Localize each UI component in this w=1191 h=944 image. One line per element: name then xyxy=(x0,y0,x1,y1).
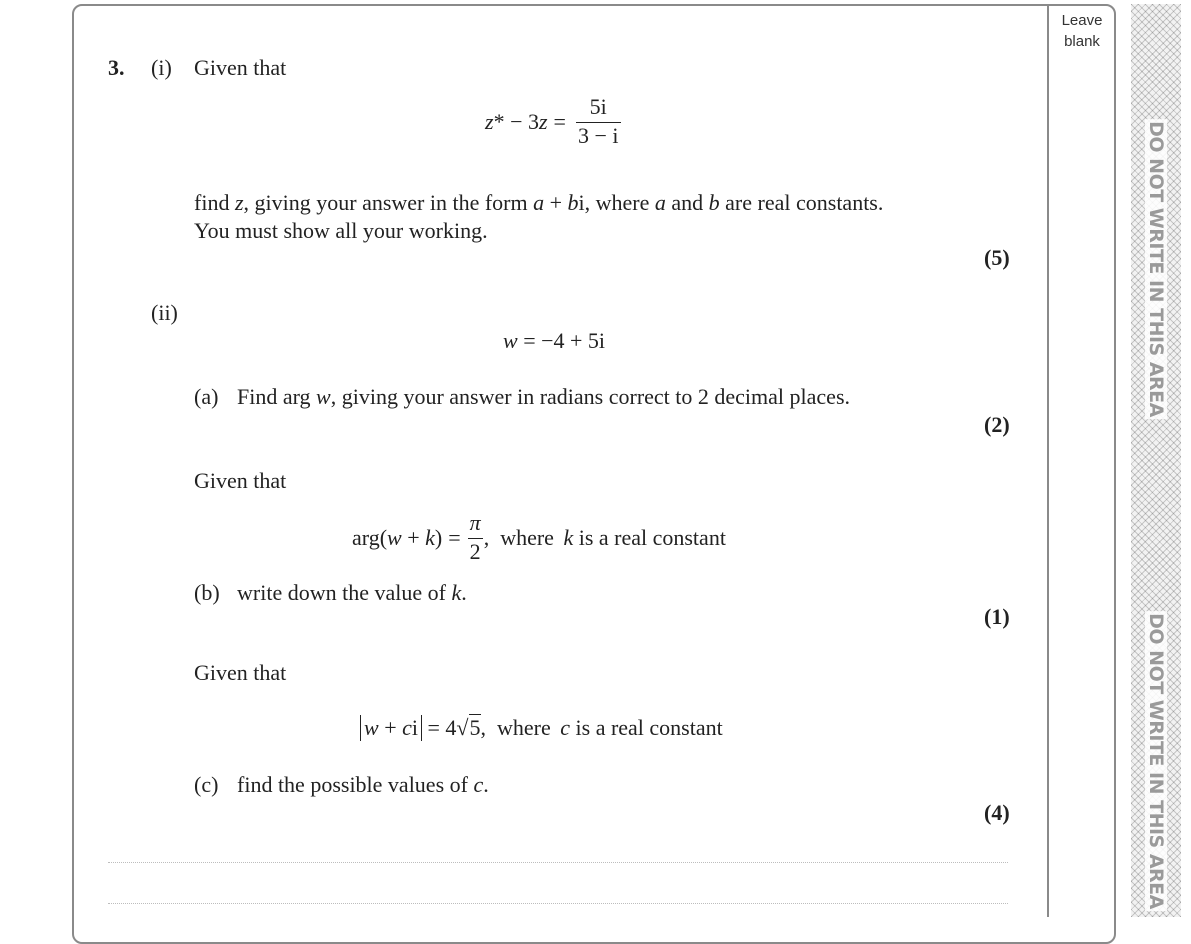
eq-z-equals: = xyxy=(553,108,566,134)
part-i-instruction xyxy=(194,190,883,216)
given-that-2: Given that xyxy=(194,660,287,685)
txt: , giving your answer in radians correct to 2 decimal places. xyxy=(330,384,851,409)
eq-z-op: * − 3 xyxy=(493,108,539,134)
eq-z-var: z xyxy=(485,108,494,134)
eq-arg-w: w xyxy=(387,524,402,550)
txt-var-a: a xyxy=(654,190,666,215)
txt: . xyxy=(461,580,467,605)
eq-mod-tail-b: is a real constant xyxy=(570,714,723,740)
part-a-text xyxy=(237,384,850,410)
txt: find xyxy=(194,190,235,215)
txt: are real constants. xyxy=(719,190,884,215)
eq-arg-end: ) xyxy=(434,524,443,550)
leave-blank-line-2: blank xyxy=(1064,33,1100,50)
part-i-label: (i) xyxy=(151,55,172,80)
part-ii-label: (ii) xyxy=(151,300,178,325)
txt: + xyxy=(544,190,568,215)
equation-modulus xyxy=(360,714,723,741)
do-not-write-label-upper: DO NOT WRITE IN THIS AREA xyxy=(1145,121,1167,417)
eq-arg-plus: + xyxy=(401,524,426,550)
eq-mod-i: i xyxy=(411,714,418,740)
txt-var-b: b xyxy=(708,190,720,215)
part-i-marks: (5) xyxy=(984,245,1010,270)
part-b-marks: (1) xyxy=(984,604,1010,629)
eq-z-denominator: 3 − i xyxy=(577,123,619,148)
txt-var-b: b xyxy=(567,190,579,215)
txt: write down the value of xyxy=(237,580,452,605)
equation-arg xyxy=(352,510,726,565)
txt: . xyxy=(483,772,489,797)
equation-z xyxy=(485,94,625,149)
txt: Find arg xyxy=(237,384,317,409)
leave-blank-label xyxy=(1052,10,1112,52)
part-b-text xyxy=(237,580,467,606)
part-c-text xyxy=(237,772,489,798)
question-number: 3. xyxy=(108,55,125,80)
eq-arg-start: arg( xyxy=(352,524,388,550)
part-c-label: (c) xyxy=(194,772,219,797)
txt: and xyxy=(665,190,709,215)
equation-w xyxy=(503,328,605,354)
eq-mod-equals: = 4 xyxy=(422,714,457,740)
eq-arg-tail-b: is a real constant xyxy=(573,524,726,550)
eq-mod-tail-c: c xyxy=(560,714,571,740)
txt: , giving your answer in the form xyxy=(243,190,534,215)
eq-w-rest: = −4 + 5i xyxy=(517,328,606,353)
eq-arg-denominator: 2 xyxy=(469,539,481,564)
txt: i, where xyxy=(578,190,655,215)
sqrt-icon: √ xyxy=(456,714,469,740)
txt-var-c: c xyxy=(473,772,484,797)
eq-mod-plus: + xyxy=(378,714,403,740)
leave-blank-line-1: Leave xyxy=(1061,12,1103,29)
do-not-write-label-lower: DO NOT WRITE IN THIS AREA xyxy=(1145,613,1167,909)
eq-arg-numerator: π xyxy=(469,510,481,535)
txt-var-k: k xyxy=(451,580,462,605)
eq-arg-tail: , where xyxy=(483,524,560,550)
answer-line[interactable] xyxy=(108,862,1008,863)
eq-w-var: w xyxy=(503,328,518,353)
part-b-label: (b) xyxy=(194,580,220,605)
eq-z-var2: z xyxy=(538,108,548,134)
eq-arg-tail-k: k xyxy=(563,524,574,550)
given-that-1: Given that xyxy=(194,468,287,493)
txt-var-z: z xyxy=(234,190,244,215)
margin-divider xyxy=(1047,4,1049,917)
txt-var-w: w xyxy=(316,384,331,409)
txt: find the possible values of xyxy=(237,772,474,797)
txt-var-a: a xyxy=(533,190,545,215)
part-c-marks: (4) xyxy=(984,800,1010,825)
part-a-marks: (2) xyxy=(984,412,1010,437)
part-i-intro: Given that xyxy=(194,55,287,80)
eq-arg-fraction xyxy=(468,510,483,565)
part-i-instruction-2: You must show all your working. xyxy=(194,218,488,243)
eq-mod-tail: , where xyxy=(480,714,557,740)
part-a-label: (a) xyxy=(194,384,219,409)
eq-arg-equals: = xyxy=(448,524,461,550)
eq-z-numerator: 5i xyxy=(589,94,607,119)
eq-z-fraction xyxy=(576,94,621,149)
eq-mod-c: c xyxy=(402,714,412,740)
eq-mod-abs xyxy=(360,715,422,741)
eq-mod-w: w xyxy=(364,714,379,740)
answer-line[interactable] xyxy=(108,903,1008,904)
eq-arg-k: k xyxy=(425,524,435,550)
eq-mod-radicand: 5 xyxy=(469,715,481,740)
